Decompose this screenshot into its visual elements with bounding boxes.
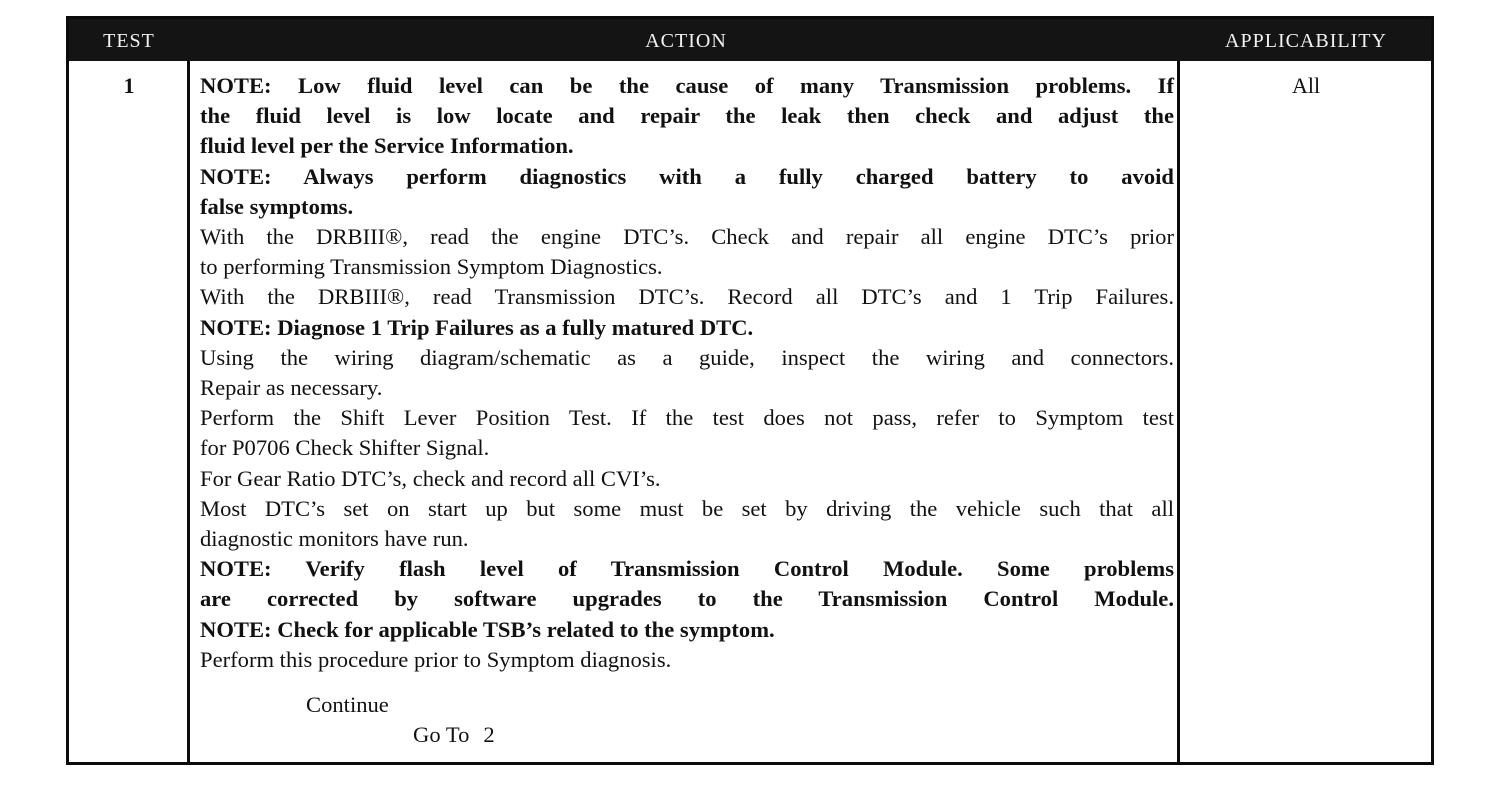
action-line: diagnostic monitors have run. [200,526,469,552]
action-line: fluid level per the Service Information. [200,133,574,159]
action-line: Repair as necessary. [200,375,383,401]
goto-label: Go To [413,722,470,747]
header-applicability: APPLICABILITY [1225,30,1387,52]
action-line: For Gear Ratio DTC’s, check and record all CVI’s. [200,465,661,491]
action-line: NOTE: Always perform diagnostics with a fully charged battery to avoid [200,163,1174,189]
action-line: NOTE: Diagnose 1 Trip Failures as a fully matured DTC. [200,314,754,340]
action-line: for P0706 Check Shifter Signal. [200,435,490,461]
action-line: are corrected by software upgrades to the Transmission Control Module. [200,586,1174,612]
action-line: the fluid level is low locate and repair the leak then check and adjust the [200,103,1174,129]
action-line: With the DRBIII®, read the engine DTC’s. Check and repair all engine DTC’s prior [200,224,1174,250]
column-divider-test [187,61,190,762]
header-test: TEST [103,30,155,52]
action-line: to performing Transmission Symptom Diagnostics. [200,254,663,280]
action-line: NOTE: Verify flash level of Transmission Control Module. Some problems [200,556,1174,582]
column-divider-applicability [1177,61,1180,762]
action-line: Perform the Shift Lever Position Test. If the test does not pass, refer to Symptom test [200,405,1174,431]
action-line: Perform this procedure prior to Symptom diagnosis. [200,646,672,672]
action-line: NOTE: Check for applicable TSB’s related to the symptom. [200,616,775,642]
action-line: Most DTC’s set on start up but some must be set by driving the vehicle such that all [200,495,1174,521]
action-text [200,71,1174,675]
table-header [69,19,1431,61]
applicability-value: All [1291,73,1321,98]
test-number: 1 [123,73,135,98]
action-line: Using the wiring diagram/schematic as a guide, inspect the wiring and connectors. [200,344,1174,370]
goto-step [413,722,495,748]
header-action: ACTION [645,30,727,52]
goto-target: 2 [483,722,495,747]
result-continue: Continue [306,692,389,717]
action-line: false symptoms. [200,193,354,219]
diagnostic-table [66,16,1434,765]
action-line: NOTE: Low fluid level can be the cause of many Transmission problems. If [200,73,1174,98]
action-line: With the DRBIII®, read Transmission DTC’s. Record all DTC’s and 1 Trip Failures. [200,284,1174,310]
